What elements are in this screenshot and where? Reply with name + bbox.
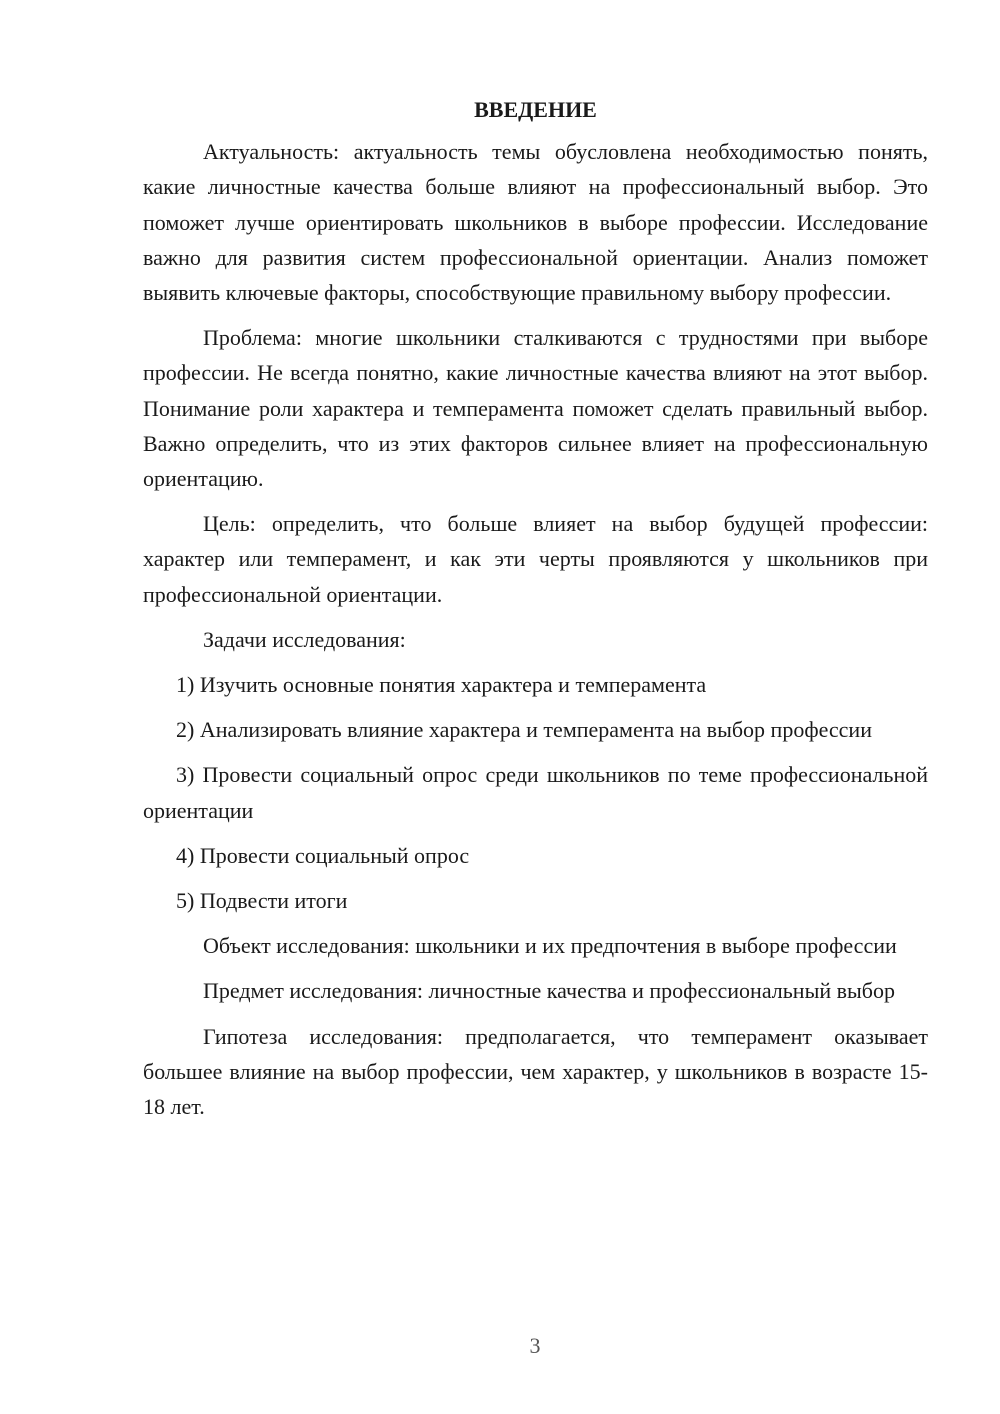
task-item-3: 3) Провести социальный опрос среди школьников по теме профессиональной ориентации <box>143 762 928 823</box>
page-title: ВВЕДЕНИЕ <box>474 97 597 122</box>
goal-paragraph: Цель: определить, что больше влияет на выбор будущей профессии: характер или темперамент, и как эти черты проявляются у школьников при профессиональной ориентации. <box>143 511 928 607</box>
task-item-2: 2) Анализировать влияние характера и темперамента на выбор профессии <box>176 717 872 743</box>
subject-paragraph: Предмет исследования: личностные качества и профессиональный выбор <box>203 978 895 1004</box>
hypothesis-paragraph: Гипотеза исследования: предполагается, что темперамент оказывает большее влияние на выбор профессии, чем характер, у школьников в возрасте 15-18 лет. <box>143 1023 928 1120</box>
relevance-paragraph: Актуальность: актуальность темы обусловлена необходимостью понять, какие личностные качества больше влияют на профессиональный выбор. Это поможет лучше ориентировать школьников в выборе профессии. Исследование важно для развития систем профессиональной ориентации. Анализ поможет выявить ключевые факторы, способствующие правильному выбору профессии. <box>143 139 928 306</box>
page-number: 3 <box>529 1333 541 1358</box>
task-item-4: 4) Провести социальный опрос <box>176 842 470 868</box>
task-item-1: 1) Изучить основные понятия характера и темперамента <box>176 672 707 698</box>
task-item-5: 5) Подвести итоги <box>176 888 348 914</box>
problem-paragraph: Проблема: многие школьники сталкиваются с трудностями при выборе профессии. Не всегда понятно, какие личностные качества влияют на этот выбор. Понимание роли характера и темперамента поможет сделать правильный выбор. Важно определить, что из этих факторов сильнее влияет на профессиональную ориентацию. <box>143 325 928 492</box>
document-page <box>143 92 928 1124</box>
object-paragraph: Объект исследования: школьники и их предпочтения в выборе профессии <box>203 933 897 959</box>
tasks-heading: Задачи исследования: <box>203 626 406 652</box>
